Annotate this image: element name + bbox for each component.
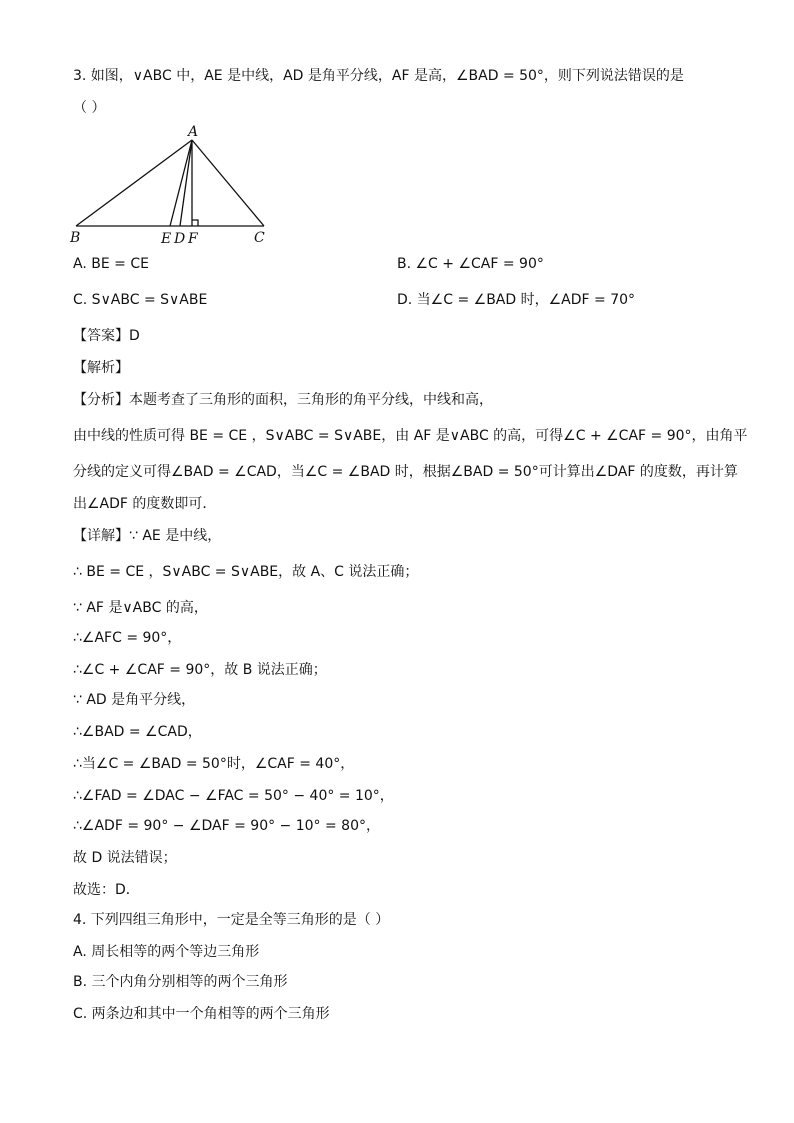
fenxi-line-2: 由中线的性质可得 BE = CE ，S∨ABC = S∨ABE，由 AF 是∨ABC 的高，可得∠C + ∠CAF = 90°，由角平 — [73, 428, 748, 444]
fenxi-line-1: 【分析】本题考查了三角形的面积，三角形的角平分线，中线和高， — [73, 392, 493, 408]
label-c: C — [254, 230, 265, 246]
answer-label: 【答案】 — [73, 328, 129, 344]
solution-step-7: ∴当∠C = ∠BAD = 50°时，∠CAF = 40°， — [73, 756, 355, 772]
median-ae — [170, 140, 192, 226]
solution-step-5: ∵ AD 是角平分线， — [73, 692, 196, 708]
answer-value: D — [129, 328, 140, 344]
solution-step-1: ∴ BE = CE ，S∨ABC = S∨ABE，故 A、C 说法正确； — [73, 564, 419, 580]
solution-step-3: ∴∠AFC = 90°， — [73, 630, 182, 646]
q4-option-c: C. 两条边和其中一个角相等的两个三角形 — [73, 1006, 330, 1022]
xiangjie-line: 【详解】∵ AE 是中线， — [73, 528, 222, 544]
q3-option-d: D. 当∠C = ∠BAD 时，∠ADF = 70° — [397, 292, 636, 308]
right-angle-mark — [192, 220, 198, 226]
answer-row — [73, 326, 140, 346]
solution-step-2: ∵ AF 是∨ABC 的高， — [73, 600, 208, 616]
fenxi-line-4: 出∠ADF 的度数即可． — [73, 496, 217, 512]
side-ac — [192, 140, 264, 226]
label-b: B — [70, 230, 81, 246]
q3-option-c: C. S∨ABC = S∨ABE — [73, 292, 208, 308]
q3-stem: 3. 如图，∨ABC 中，AE 是中线，AD 是角平分线，AF 是高，∠BAD = 50°，则下列说法错误的是 — [73, 68, 684, 84]
fenxi-line-3: 分线的定义可得∠BAD = ∠CAD，当∠C = ∠BAD 时，根据∠BAD = 50°可计算出∠DAF 的度数，再计算 — [73, 464, 738, 480]
analysis-label: 【解析】 — [73, 360, 129, 376]
q4-stem: 4. 下列四组三角形中，一定是全等三角形的是（ ） — [73, 912, 390, 928]
solution-step-4: ∴∠C + ∠CAF = 90°，故 B 说法正确； — [73, 662, 327, 678]
label-e: E — [161, 231, 172, 247]
solution-step-10: 故 D 说法错误； — [73, 850, 177, 866]
q3-option-b: B. ∠C + ∠CAF = 90° — [397, 256, 544, 272]
q4-option-a: A. 周长相等的两个等边三角形 — [73, 944, 260, 960]
q3-paren: （ ） — [73, 100, 106, 116]
solution-step-9: ∴∠ADF = 90° − ∠DAF = 90° − 10° = 80°， — [73, 818, 380, 834]
solution-step-8: ∴∠FAD = ∠DAC − ∠FAC = 50° − 40° = 10°， — [73, 788, 394, 804]
q3-option-a: A. BE = CE — [73, 256, 149, 272]
q4-option-b: B. 三个内角分别相等的两个三角形 — [73, 974, 288, 990]
solution-step-6: ∴∠BAD = ∠CAD， — [73, 724, 202, 740]
side-ab — [76, 140, 192, 226]
label-f: F — [188, 231, 198, 247]
solution-step-11: 故选：D． — [73, 882, 140, 898]
label-a: A — [188, 124, 199, 140]
label-d: D — [174, 231, 186, 247]
triangle-figure — [68, 122, 278, 248]
bisector-ad — [180, 140, 192, 226]
